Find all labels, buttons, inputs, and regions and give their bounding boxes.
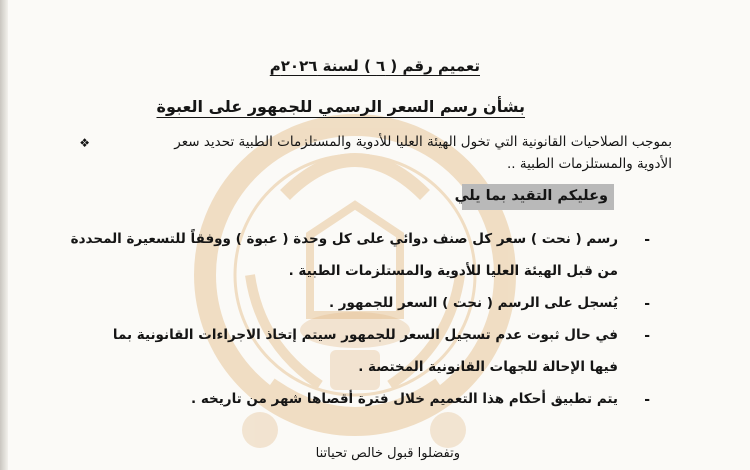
intro-text-line-1: بموجب الصلاحيات القانونية التي تخول الهيئة العليا للأدوية والمستلزمات الطبية تحديد سعر (174, 134, 672, 150)
circular-title: تعميم رقم ( ٦ ) لسنة ٢٠٢٦م (269, 57, 480, 75)
list-dash: - (644, 232, 650, 248)
list-item-1-line-1: رسم ( نحت ) سعر كل صنف دوائي على كل وحدة ( عبوة ) ووفقاً للتسعيرة المحددة (70, 231, 618, 247)
intro-text-line-2: الأدوية والمستلزمات الطبية .. (506, 156, 672, 172)
list-item-2-line-1: يُسجل على الرسم ( نحت ) السعر للجمهور . (328, 295, 618, 311)
list-item-4-line-1: يتم تطبيق أحكام هذا التعميم خلال فترة أقصاها شهر من تاريخه . (190, 391, 618, 407)
list-dash: - (644, 296, 650, 312)
list-dash: - (644, 392, 650, 408)
instruction-heading: وعليكم التقيد بما يلي (454, 188, 608, 204)
diamond-bullet-icon: ❖ (79, 136, 90, 150)
list-item-3-line-1: في حال ثبوت عدم تسجيل السعر للجمهور سيتم إتخاذ الاجراءات القانونية بما (112, 327, 618, 343)
list-item-1-line-2: من قبل الهيئة العليا للأدوية والمستلزمات الطبية . (288, 263, 618, 279)
list-dash: - (644, 328, 650, 344)
list-item-3-line-2: فيها الإحالة للجهات القانونية المختصة . (358, 359, 618, 375)
closing-line: وتفضلوا قبول خالص تحياتنا (315, 446, 460, 461)
circular-subject: بشأن رسم السعر الرسمي للجمهور على العبوة (156, 97, 525, 116)
page-edge-shadow (0, 0, 8, 470)
